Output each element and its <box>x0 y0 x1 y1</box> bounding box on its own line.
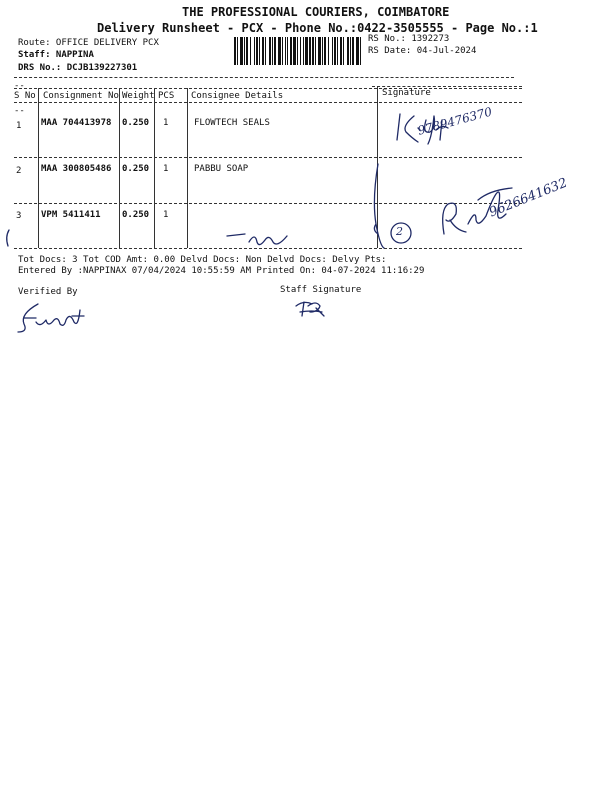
route-label: Route: OFFICE DELIVERY PCX <box>18 38 159 48</box>
row-2-consignee: PABBU SOAP <box>194 164 249 174</box>
totals-line: Tot Docs: 3 Tot COD Amt: 0.00 Delvd Docs: Non Delvd Docs: Delvy Pts: <box>18 255 387 265</box>
staff-label: Staff: NAPPINA <box>18 50 94 60</box>
row-1-sno: 1 <box>16 121 22 131</box>
verified-by-label: Verified By <box>18 287 78 297</box>
col-separator <box>119 88 120 248</box>
columns-sub-dashes: -- <box>14 106 25 116</box>
col-header-consignment: Consignment No <box>43 91 119 101</box>
row-1-pcs: 1 <box>163 118 169 128</box>
margin-mark <box>3 228 11 248</box>
rs-date: RS Date: 04-Jul-2024 <box>368 46 477 56</box>
row-1-divider <box>14 157 522 158</box>
barcode <box>234 37 362 65</box>
row-1-consignment: MAA 704413978 <box>41 118 112 128</box>
bracket-mark <box>368 160 390 252</box>
row-2-consignment: MAA 300805486 <box>41 164 112 174</box>
col-separator <box>154 88 155 248</box>
staff-signature-mark <box>292 296 332 320</box>
circle-number: 2 <box>396 225 403 238</box>
col-header-sno: S No <box>14 91 36 101</box>
runsheet-title: Delivery Runsheet - PCX - Phone No.:0422-3505555 - Page No.:1 <box>97 21 538 35</box>
row-3-consignment: VPM 5411411 <box>41 210 101 220</box>
header-separator <box>14 77 514 78</box>
sig-top-line <box>372 86 522 87</box>
row-3-pcs: 1 <box>163 210 169 220</box>
col-header-signature: Signature <box>382 88 431 98</box>
row-3-sno: 3 <box>16 211 22 221</box>
row-1-consignee: FLOWTECH SEALS <box>194 118 270 128</box>
staff-signature-label: Staff Signature <box>280 285 362 295</box>
col-header-weight: Weight <box>122 91 155 101</box>
verified-signature <box>14 298 88 338</box>
header-separator-dashes: -- <box>14 81 25 91</box>
row-2-weight: 0.250 <box>122 164 150 174</box>
signature-row-1-phone: 9789476370 <box>416 104 494 138</box>
row-2-sno: 2 <box>16 166 22 176</box>
entered-line: Entered By :NAPPINAX 07/04/2024 10:55:59 AM Printed On: 04-07-2024 11:16:29 <box>18 266 425 276</box>
col-separator <box>38 88 39 248</box>
drs-number: DRS No.: DCJB139227301 <box>18 63 138 73</box>
col-header-consignee: Consignee Details <box>191 91 284 101</box>
signature-row-3-scribble <box>225 226 291 250</box>
col-header-pcs: PCS <box>158 91 175 101</box>
rs-number: RS No.: 1392273 <box>368 34 450 44</box>
row-3-weight: 0.250 <box>122 210 150 220</box>
signature-row-3-phone: 9626641632 <box>487 175 570 221</box>
row-1-weight: 0.250 <box>122 118 150 128</box>
row-2-pcs: 1 <box>163 164 169 174</box>
columns-top-line <box>14 88 522 89</box>
col-separator <box>187 88 188 248</box>
company-title: THE PROFESSIONAL COURIERS, COIMBATORE <box>182 5 450 19</box>
columns-bottom-line <box>14 102 522 103</box>
